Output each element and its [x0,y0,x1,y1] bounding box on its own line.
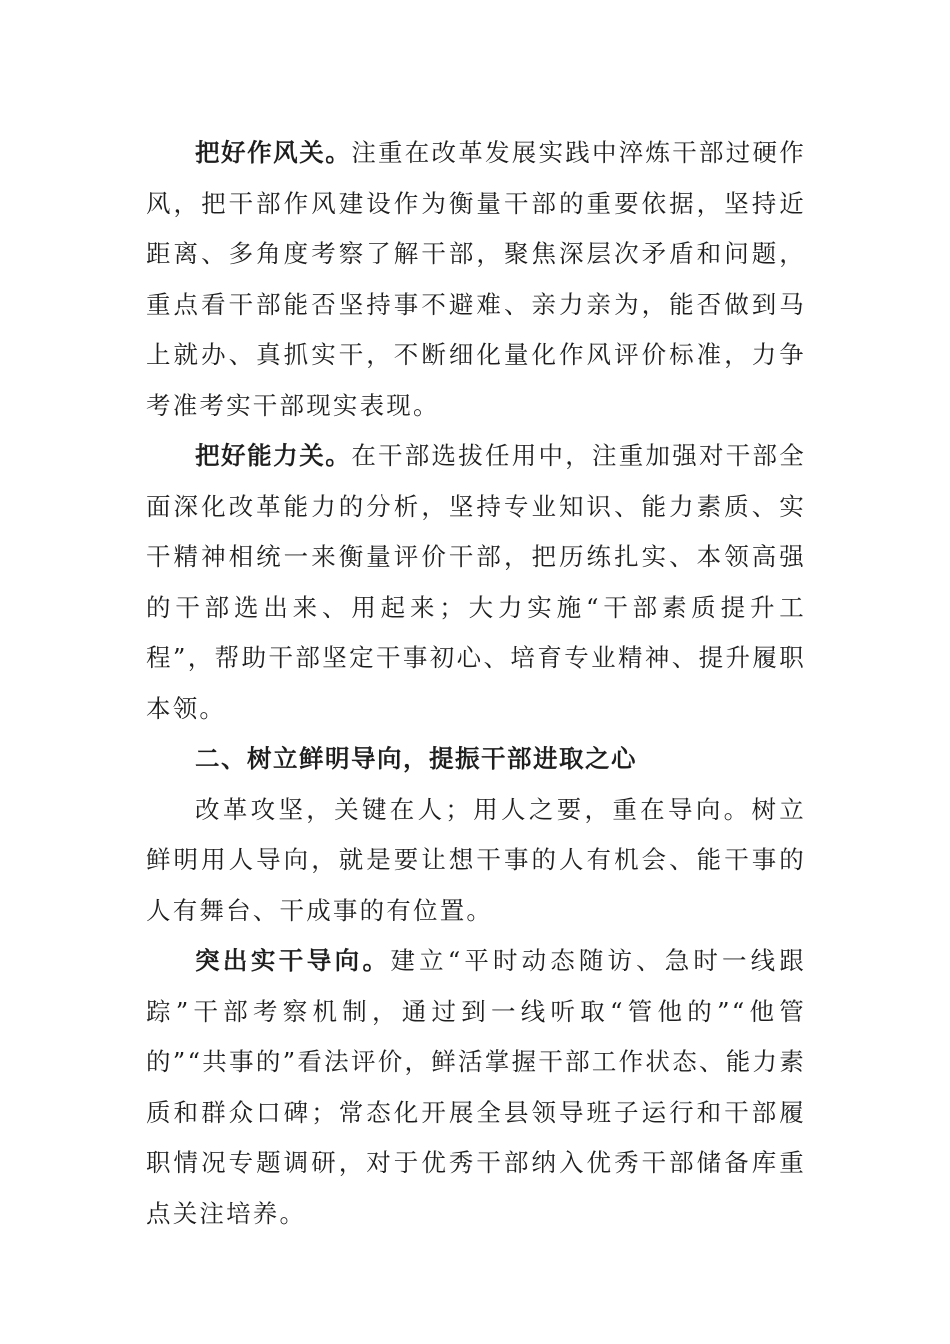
paragraph-text: 注重在改革发展实践中淬炼干部过硬作风，把干部作风建设作为衡量干部的重要依据，坚持近距离、多角度考察了解干部，聚焦深层次矛盾和问题，重点看干部能否坚持事不避难、亲力亲为，能否做到马上就办、真抓实干，不断细化量化作风评价标准，力争考准考实干部现实表现。 [146,138,807,420]
section-heading: 二、树立鲜明导向，提振干部进取之心 [195,744,637,773]
paragraph-text: 在干部选拔任用中，注重加强对干部全面深化改革能力的分析，坚持专业知识、能力素质、实干精神相统一来衡量评价干部，把历练扎实、本领高强的干部选出来、用起来；大力实施“干部素质提升工程”，帮助干部坚定干事初心、培育专业精神、提升履职本领。 [146,441,807,723]
paragraph-text: 改革攻坚，关键在人；用人之要，重在导向。树立鲜明用人导向，就是要让想干事的人有机会、能干事的人有舞台、干成事的有位置。 [146,794,806,925]
paragraph-intro [146,785,806,937]
paragraph-work-style [146,128,806,431]
paragraph-text: 建立“平时动态随访、急时一线跟踪”干部考察机制，通过到一线听取“管他的”“他管的”“共事的”看法评价，鲜活掌握干部工作状态、能力素质和群众口碑；常态化开展全县领导班子运行和干部履职情况专题调研，对于优秀干部纳入优秀干部储备库重点关注培养。 [146,946,807,1228]
paragraph-practical [146,936,806,1239]
document-body [146,128,806,1239]
paragraph-lead: 把好能力关。 [195,441,352,470]
paragraph-lead: 把好作风关。 [195,138,352,167]
paragraph-lead: 突出实干导向。 [195,946,391,975]
paragraph-ability [146,431,806,734]
